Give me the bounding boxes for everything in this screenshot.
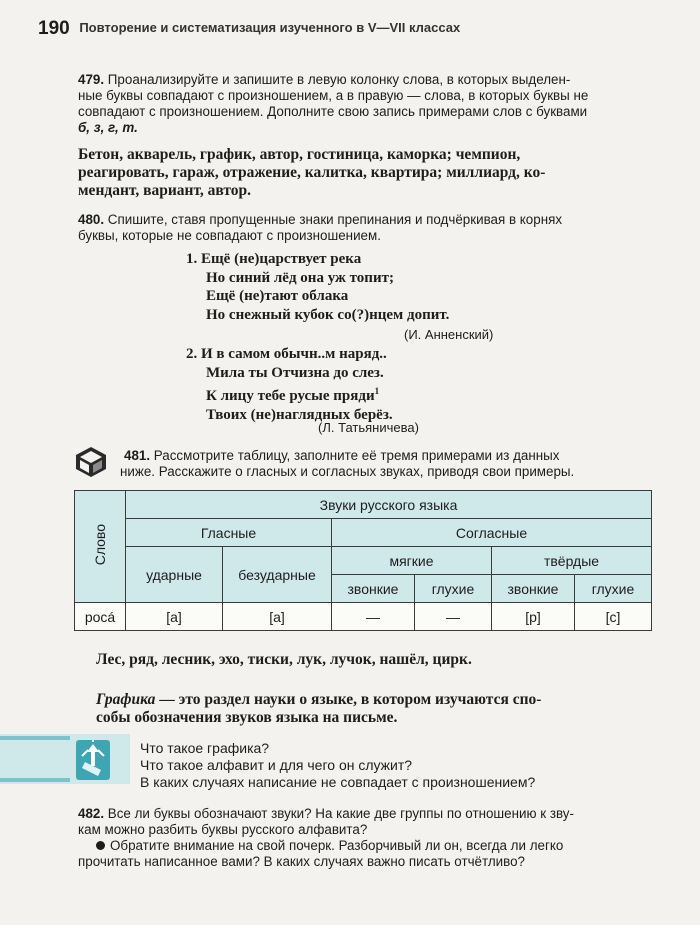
question-line: Что такое графика? [140,740,270,756]
voiced-header: звонкие [332,575,415,603]
cube-icon [74,445,108,479]
task-number: 481. [124,448,151,463]
poem-line: 1. Ещё (не)царствует река [186,251,362,267]
table-cell: — [415,603,492,631]
definition-line: — это раздел науки о языке, в котором изучаются спо- [159,691,542,708]
task-line: совпадают с произношением. Дополните свою запись примерами слов с буквами [78,104,588,119]
question-line: Что такое алфавит и для чего он служит? [140,757,413,773]
task-481-words: Лес, ряд, лесник, эхо, тиски, лук, лучок, нашёл, цирк. [96,651,472,668]
task-480 [78,212,658,244]
word-line: Бетон, акварель, график, автор, гостиница, каморка; чемпион, [78,146,521,163]
task-line: кам можно разбить буквы русского алфавита? [78,822,368,837]
note-line: Обратите внимание на свой почерк. Разборчивый ли он, всегда ли легко [110,838,564,853]
table-cell: [а] [223,603,332,631]
bullet-icon [96,841,105,850]
poem-line: 2. И в самом обычн..м наряд.. [186,346,387,362]
task-line: Спишите, ставя пропущенные знаки препинания и подчёркивая в корнях [107,212,563,227]
questions [140,740,535,791]
poem-line: Но снежный кубок со(?)нцем допит. [206,306,450,323]
poem-author: (И. Анненский) [404,327,494,342]
table-cell: — [332,603,415,631]
pen-icon [76,740,110,780]
side-header-cell [75,491,126,603]
vowels-header: Гласные [126,519,332,547]
word-line: мендант, вариант, автор. [78,182,252,199]
header-title: Повторение и систематизация изученного в V—VII классах [79,20,461,35]
top-header: Звуки русского языка [126,491,652,519]
unstressed-header: безударные [223,547,332,603]
table-cell: [с] [575,603,652,631]
task-481 [120,448,664,480]
poem-line: Твоих (не)наглядных берёз. [206,406,393,423]
task-line: ниже. Расскажите о гласных и согласных звуках, приводя свои примеры. [120,464,575,479]
word-line: реагировать, гараж, отражение, калитка, квартира; миллиард, ко- [78,164,546,181]
task-line: Проанализируйте и запишите в левую колонку слова, в которых выделен- [107,72,571,87]
sounds-table [74,490,652,631]
table-cell: [р] [492,603,575,631]
task-line: буквы, которые не совпадают с произношением. [78,228,381,243]
voiceless-header: глухие [575,575,652,603]
poem-line: Но синий лёд она уж топит; [206,269,394,286]
task-line: ные буквы совпадают с произношением, а в правую — слова, в которых буквы не [78,88,589,103]
soft-header: мягкие [332,547,492,575]
task-number: 482. [78,806,105,821]
question-badge [76,740,110,780]
page-header [38,18,460,40]
voiceless-header: глухие [415,575,492,603]
definition-term: Графика [96,691,156,708]
page-number: 190 [38,18,70,39]
consonants-header: Согласные [332,519,652,547]
table-cell: [а] [126,603,223,631]
task-number: 479. [78,72,105,87]
task-letters: б, з, г, т. [78,120,138,135]
poem-line: К лицу тебе русые пряди [206,388,375,404]
poem-line: Ещё (не)тают облака [206,288,349,304]
definition-line: собы обозначения звуков языка на письме. [96,709,398,726]
task-line: Все ли буквы обозначают звуки? На какие две группы по отношению к зву- [107,806,574,821]
poem-1 [186,250,449,324]
hard-header: твёрдые [492,547,652,575]
task-line: Рассмотрите таблицу, заполните её тремя примерами из данных [153,448,560,463]
poem-2 [186,345,393,424]
note-line: прочитать написанное вами? В каких случаях важно писать отчётливо? [78,854,525,869]
table-cell: росá [75,603,126,631]
stressed-header: ударные [126,547,223,603]
poem-line: Мила ты Отчизна до слез. [206,364,384,381]
poem-author: (Л. Татьяничева) [318,420,419,435]
task-number: 480. [78,212,105,227]
question-line: В каких случаях написание не совпадает с произношением? [140,774,536,790]
task-479-words [78,146,658,200]
task-482 [78,806,658,870]
table-row [75,603,652,631]
footnote-mark: 1 [374,386,380,396]
side-header: Слово [92,524,108,566]
task-479 [78,72,658,136]
definition [96,691,656,727]
voiced-header: звонкие [492,575,575,603]
